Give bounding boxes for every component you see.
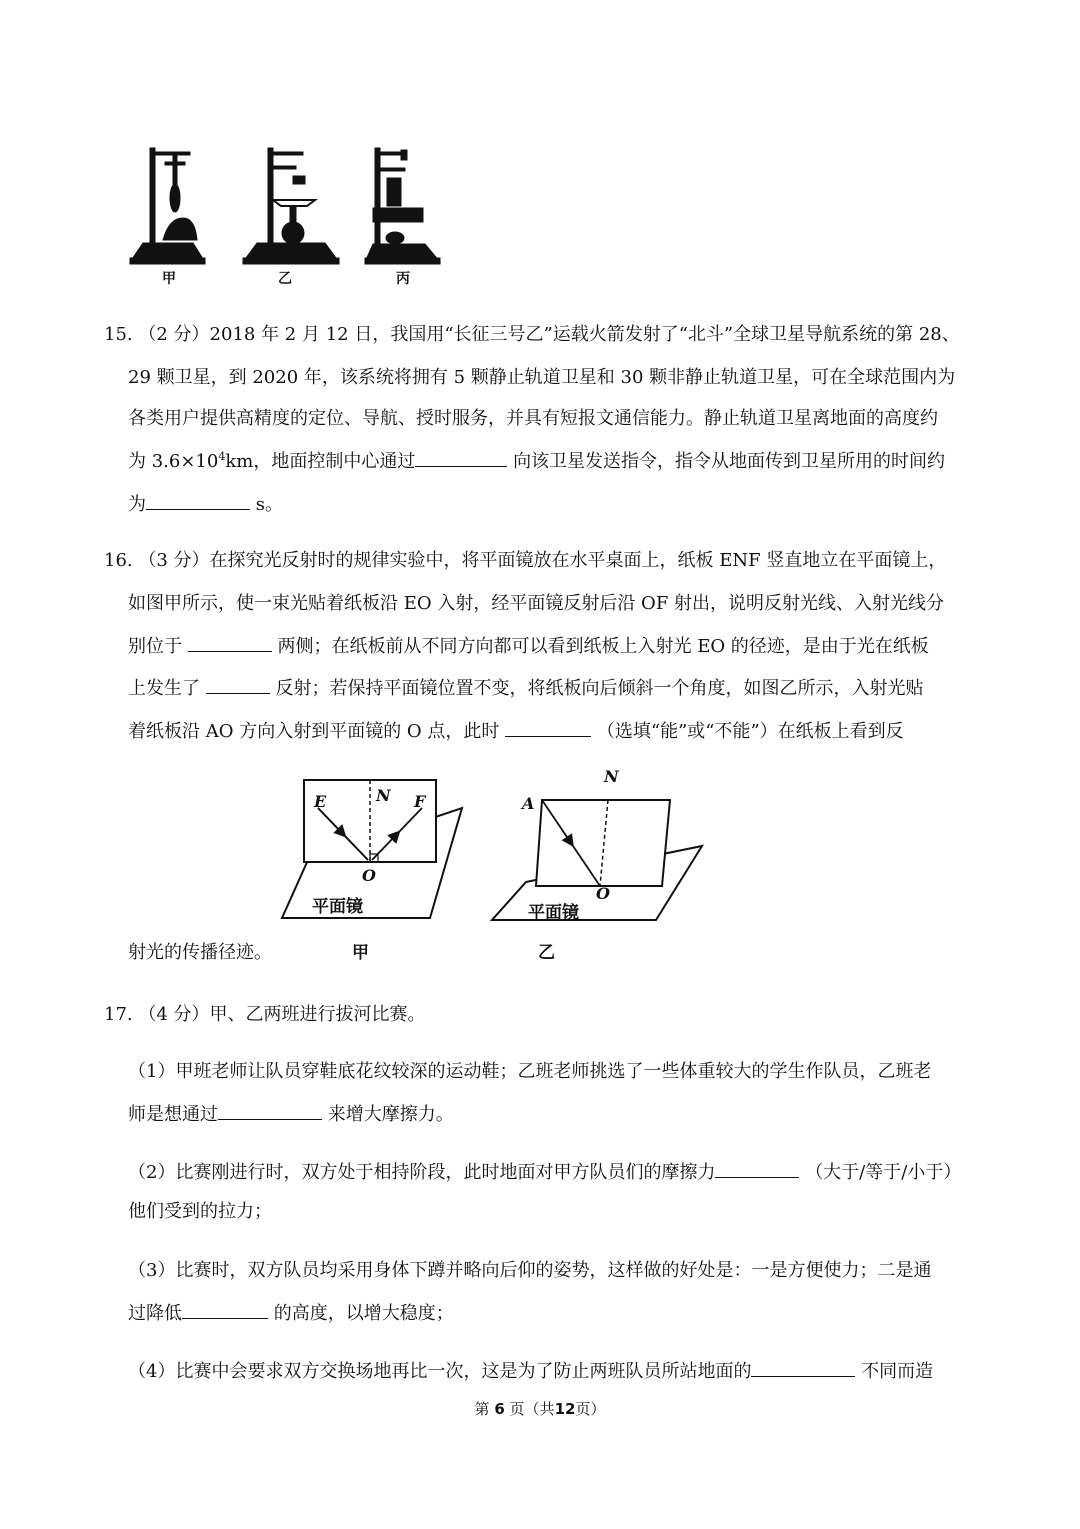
q16-line-4: 上发生了 反射；若保持平面镜位置不变，将纸板向后倾斜一个角度，如图乙所示，入射光贴 bbox=[128, 675, 923, 701]
q16-line-5: 着纸板沿 AO 方向入射到平面镜的 O 点，此时 （选填“能”或“不能”）在纸板上看到反 bbox=[128, 718, 904, 744]
q16-blank-2[interactable] bbox=[206, 675, 270, 694]
q16-number: 16. bbox=[104, 550, 133, 571]
q16-blank-1[interactable] bbox=[188, 633, 272, 652]
q15-line-2: 29 颗卫星，到 2020 年，该系统将拥有 5 颗静止轨道卫星和 30 颗非静止轨道卫星，可在全球范围内为 bbox=[128, 367, 956, 388]
paper-board-yi bbox=[536, 800, 670, 886]
apparatus-label-jia: 甲 bbox=[162, 271, 176, 287]
fig-yi-label-A: A bbox=[522, 794, 535, 813]
fig-yi-label-O: O bbox=[596, 884, 610, 903]
fig-yi-mirror-label: 平面镜 bbox=[528, 903, 579, 923]
q16-line-6: 射光的传播径迹。 bbox=[128, 942, 272, 963]
current-page-number: 6 bbox=[494, 1400, 505, 1418]
q15-line-1: 15. （2 分）2018 年 2 月 12 日，我国用“长征三号乙”运载火箭发射了“北斗”全球卫星导航系统的第 28、 bbox=[104, 324, 960, 345]
q15-line-3: 各类用户提供高精度的定位、导航、授时服务，并具有短报文通信能力。静止轨道卫星离地面的高度约 bbox=[128, 408, 938, 429]
q16-blank-3[interactable] bbox=[505, 718, 591, 737]
apparatus-bing bbox=[365, 148, 440, 264]
q17-blank-3[interactable] bbox=[182, 1300, 268, 1319]
q15-line-4: 为 $3.6\times 10^4km$，地面控制中心通过 向该卫星发送指令，指令从地面传到卫星所用的时间约 bbox=[128, 450, 946, 472]
q16-line-2: 如图甲所示，使一束光贴着纸板沿 EO 入射，经平面镜反射后沿 OF 射出，说明反射光线、入射光线分 bbox=[128, 593, 945, 614]
q17-intro: 17. （4 分）甲、乙两班进行拔河比赛。 bbox=[104, 1004, 426, 1025]
total-page-number: 12 bbox=[554, 1400, 576, 1418]
apparatus-label-bing: 丙 bbox=[396, 271, 410, 287]
fig-yi-label-N: N bbox=[604, 767, 619, 786]
q15-blank-1[interactable] bbox=[415, 448, 507, 467]
fig-jia-caption: 甲 bbox=[352, 943, 369, 963]
apparatus-figure bbox=[125, 140, 455, 270]
fig-jia-label-E: E bbox=[314, 792, 327, 811]
q17-p4-line-1: （4）比赛中会要求双方交换场地再比一次，这是为了防止两班队员所站地面的 不同而造 bbox=[128, 1358, 933, 1384]
q15-number: 15. bbox=[104, 324, 133, 345]
q15-blank-2[interactable] bbox=[146, 491, 250, 510]
q17-p1-line-1: （1）甲班老师让队员穿鞋底花纹较深的运动鞋；乙班老师挑选了一些体重较大的学生作队员，乙班老 bbox=[128, 1061, 932, 1082]
apparatus-label-yi: 乙 bbox=[278, 271, 292, 287]
q17-blank-4[interactable] bbox=[751, 1358, 855, 1377]
page-footer: 第 6 页（共12页） bbox=[474, 1400, 606, 1418]
q17-blank-1[interactable] bbox=[218, 1101, 322, 1120]
q17-p3-line-2: 过降低 的高度，以增大稳度； bbox=[128, 1300, 454, 1326]
reflection-figure-jia bbox=[280, 768, 470, 926]
q17-number: 17. bbox=[104, 1004, 133, 1025]
fig-yi-caption: 乙 bbox=[538, 943, 555, 963]
q17-blank-2[interactable] bbox=[715, 1159, 799, 1178]
apparatus-yi bbox=[243, 148, 339, 264]
q17-p2-line-1: （2）比赛刚进行时，双方处于相持阶段，此时地面对甲方队员们的摩擦力 （大于/等于/小于） bbox=[128, 1159, 961, 1185]
q16-line-3: 别位于 两侧；在纸板前从不同方向都可以看到纸板上入射光 EO 的径迹，是由于光在纸板 bbox=[128, 633, 929, 659]
q17-p3-line-1: （3）比赛时，双方队员均采用身体下蹲并略向后仰的姿势，这样做的好处是：一是方便使力；二是通 bbox=[128, 1260, 932, 1281]
q17-p2-line-2: 他们受到的拉力； bbox=[128, 1201, 272, 1222]
fig-jia-label-F: F bbox=[414, 792, 426, 811]
q16-line-1: 16. （3 分）在探究光反射时的规律实验中，将平面镜放在水平桌面上，纸板 ENF 竖直地立在平面镜上， bbox=[104, 550, 947, 571]
fig-jia-label-O: O bbox=[362, 866, 376, 885]
q15-line-5: 为 s。 bbox=[128, 491, 283, 517]
fig-jia-label-N: N bbox=[376, 786, 391, 805]
fig-jia-mirror-label: 平面镜 bbox=[312, 897, 363, 917]
q17-p1-line-2: 师是想通过 来增大摩擦力。 bbox=[128, 1101, 454, 1127]
apparatus-jia bbox=[130, 148, 205, 264]
